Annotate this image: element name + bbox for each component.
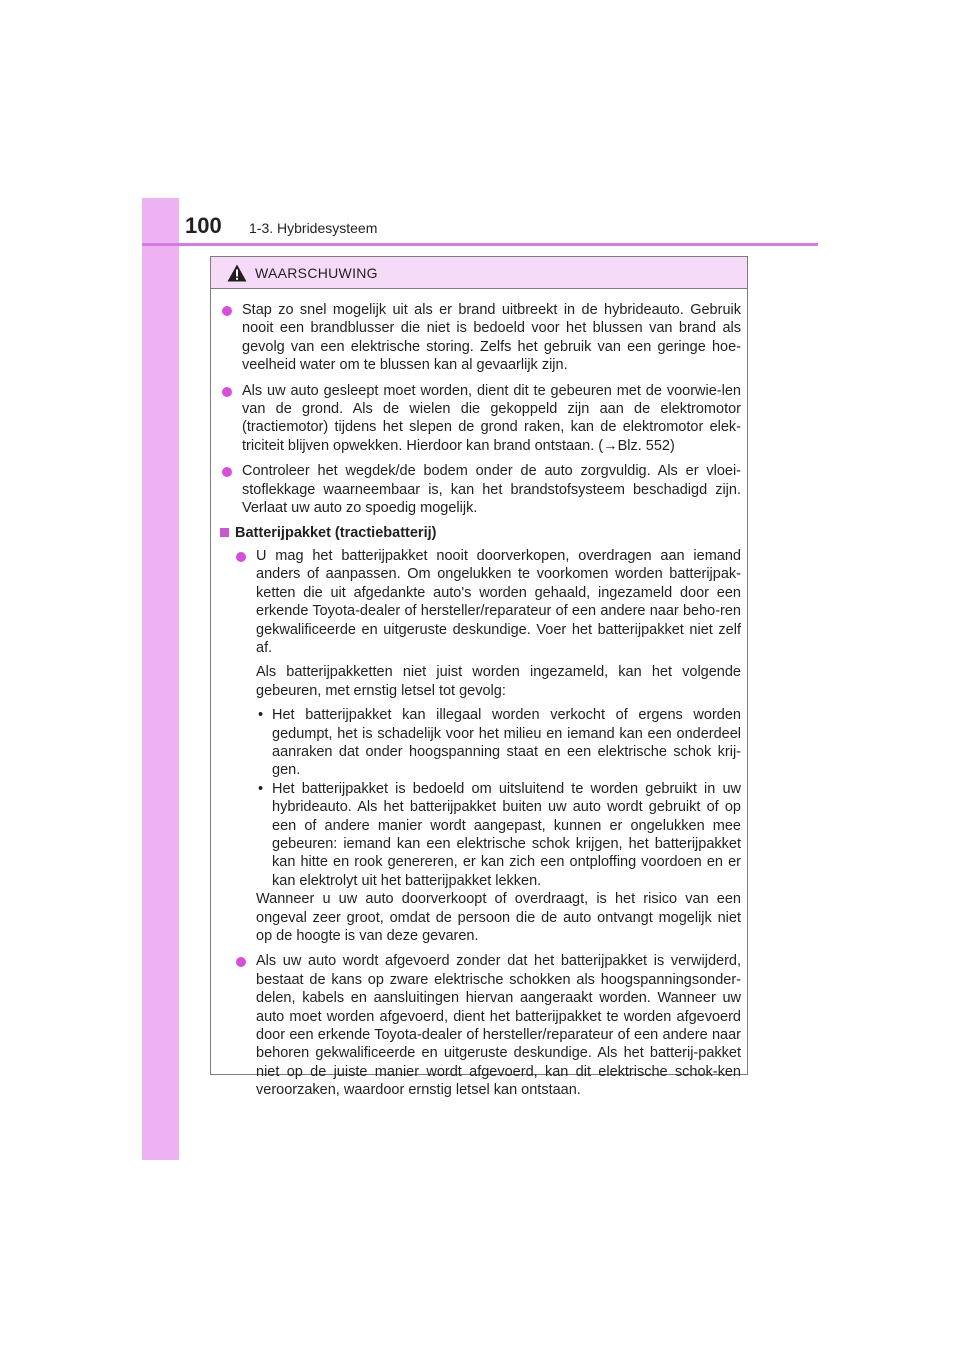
warning-paragraph — [218, 462, 741, 517]
consequence-list — [256, 706, 741, 890]
paragraph-text: Stap zo snel mogelijk uit als er brand uitbreekt in de hybrideauto. Gebruik nooit een brandblusser die niet is bedoeld voor het blussen van brand als gevolg van een elektrische storing. Zelfs het gebruik van een geringe hoe-veelheid water om te blussen kan al gevaarlijk zijn. — [242, 302, 741, 374]
paragraph-text: Als uw auto gesleept moet worden, dient dit te gebeuren met de voorwie-len van de grond. Als de wielen die gekoppeld zijn aan de elektromotor (tractiemotor) tijdens het slepen de grond raken, kan de elektromotor elek-triciteit blijven opwekken. Hierdoor kan brand ontstaan. (→Blz. 552) — [242, 382, 741, 454]
subheading-text: Batterijpakket (tractiebatterij) — [235, 525, 437, 542]
bullet-dot-icon — [222, 467, 232, 477]
warning-header — [211, 257, 747, 289]
warning-paragraph — [218, 382, 741, 456]
battery-paragraph — [232, 547, 741, 657]
list-marker: • — [258, 780, 264, 797]
bullet-dot-icon — [236, 957, 246, 967]
chapter-side-tab — [142, 198, 179, 1160]
list-item — [256, 706, 741, 780]
battery-closing: Wanneer u uw auto doorverkoopt of overdraagt, is het risico van een ongeval zeer groot, omdat de persoon die de auto ontvangt mogelijk niet op de hoogte is van deze gevaren. — [256, 891, 741, 944]
paragraph-text: U mag het batterijpakket nooit doorverkopen, overdragen aan iemand anders of aanpassen. Om ongelukken te voorkomen worden batterijpak-ketten die uit afgedankte auto's worden gehaald, ingezameld door een erkende Toyota-dealer of hersteller/reparateur of een andere naar beho-ren gekwalificeerde en uitgeruste deskundige. Voer het batterijpakket niet zelf af. — [256, 547, 741, 656]
page-header — [142, 198, 818, 246]
warning-body — [211, 289, 747, 1100]
header-divider — [142, 243, 818, 246]
battery-intro: Als batterijpakketten niet juist worden ingezameld, kan het volgende gebeuren, met ernstig letsel tot gevolg: — [256, 664, 741, 699]
warning-box — [210, 256, 748, 1099]
warning-paragraph — [218, 301, 741, 375]
section-title: 1-3. Hybridesysteem — [249, 220, 378, 236]
square-bullet-icon — [220, 528, 229, 537]
warning-title: WAARSCHUWING — [255, 265, 378, 281]
list-item-text: Het batterijpakket is bedoeld om uitsluitend te worden gebruikt in uw hybrideauto. Als het batterijpakket buiten uw auto wordt gebruikt of op een of andere manier wordt aangepast, kunnen er ongelukken mee gebeuren: iemand kan een elektrische schok krijgen, het batterijpakket kan hitte en rook genereren, er kan zich een ontploffing voordoen en er kan elektrolyt uit het batterijpakket lekken. — [272, 780, 741, 889]
warning-triangle-icon — [227, 264, 247, 282]
battery-section — [218, 547, 741, 1100]
bullet-dot-icon — [222, 306, 232, 316]
paragraph-text: Controleer het wegdek/de bodem onder de auto zorgvuldig. Als er vloei-stoflekkage waarneembaar is, kan het brandstofsysteem beschadigd zijn. Verlaat uw auto zo spoedig mogelijk. — [242, 463, 741, 517]
battery-paragraph — [232, 952, 741, 1099]
list-marker: • — [258, 707, 264, 724]
list-item — [256, 780, 741, 890]
bullet-dot-icon — [222, 387, 232, 397]
page-number: 100 — [185, 213, 222, 238]
list-item-text: Het batterijpakket kan illegaal worden verkocht of ergens worden gedumpt, het is schadelijk voor het milieu en iemand kan een onderdeel aanraken dat onder hoogspanning staat en een elektrische schok krij-gen. — [272, 707, 741, 779]
battery-subheading — [218, 524, 741, 542]
bullet-dot-icon — [236, 552, 246, 562]
paragraph-text: Als uw auto wordt afgevoerd zonder dat het batterijpakket is verwijderd, bestaat de kans op zware elektrische schokken als hoogspanningsonder-delen, kabels en aansluitingen hiervan aangeraakt worden. Wanneer uw auto moet worden afgevoerd, dient het batterijpakket te worden afgevoerd door een erkende Toyota-dealer of hersteller/reparateur of een andere naar behoren gekwalificeerde en uitgeruste deskundige. Als het batterij-pakket niet op de juiste manier wordt afgevoerd, kan dit elektrische schok-ken veroorzaken, waardoor ernstig letsel kan ontstaan. — [256, 953, 741, 1099]
